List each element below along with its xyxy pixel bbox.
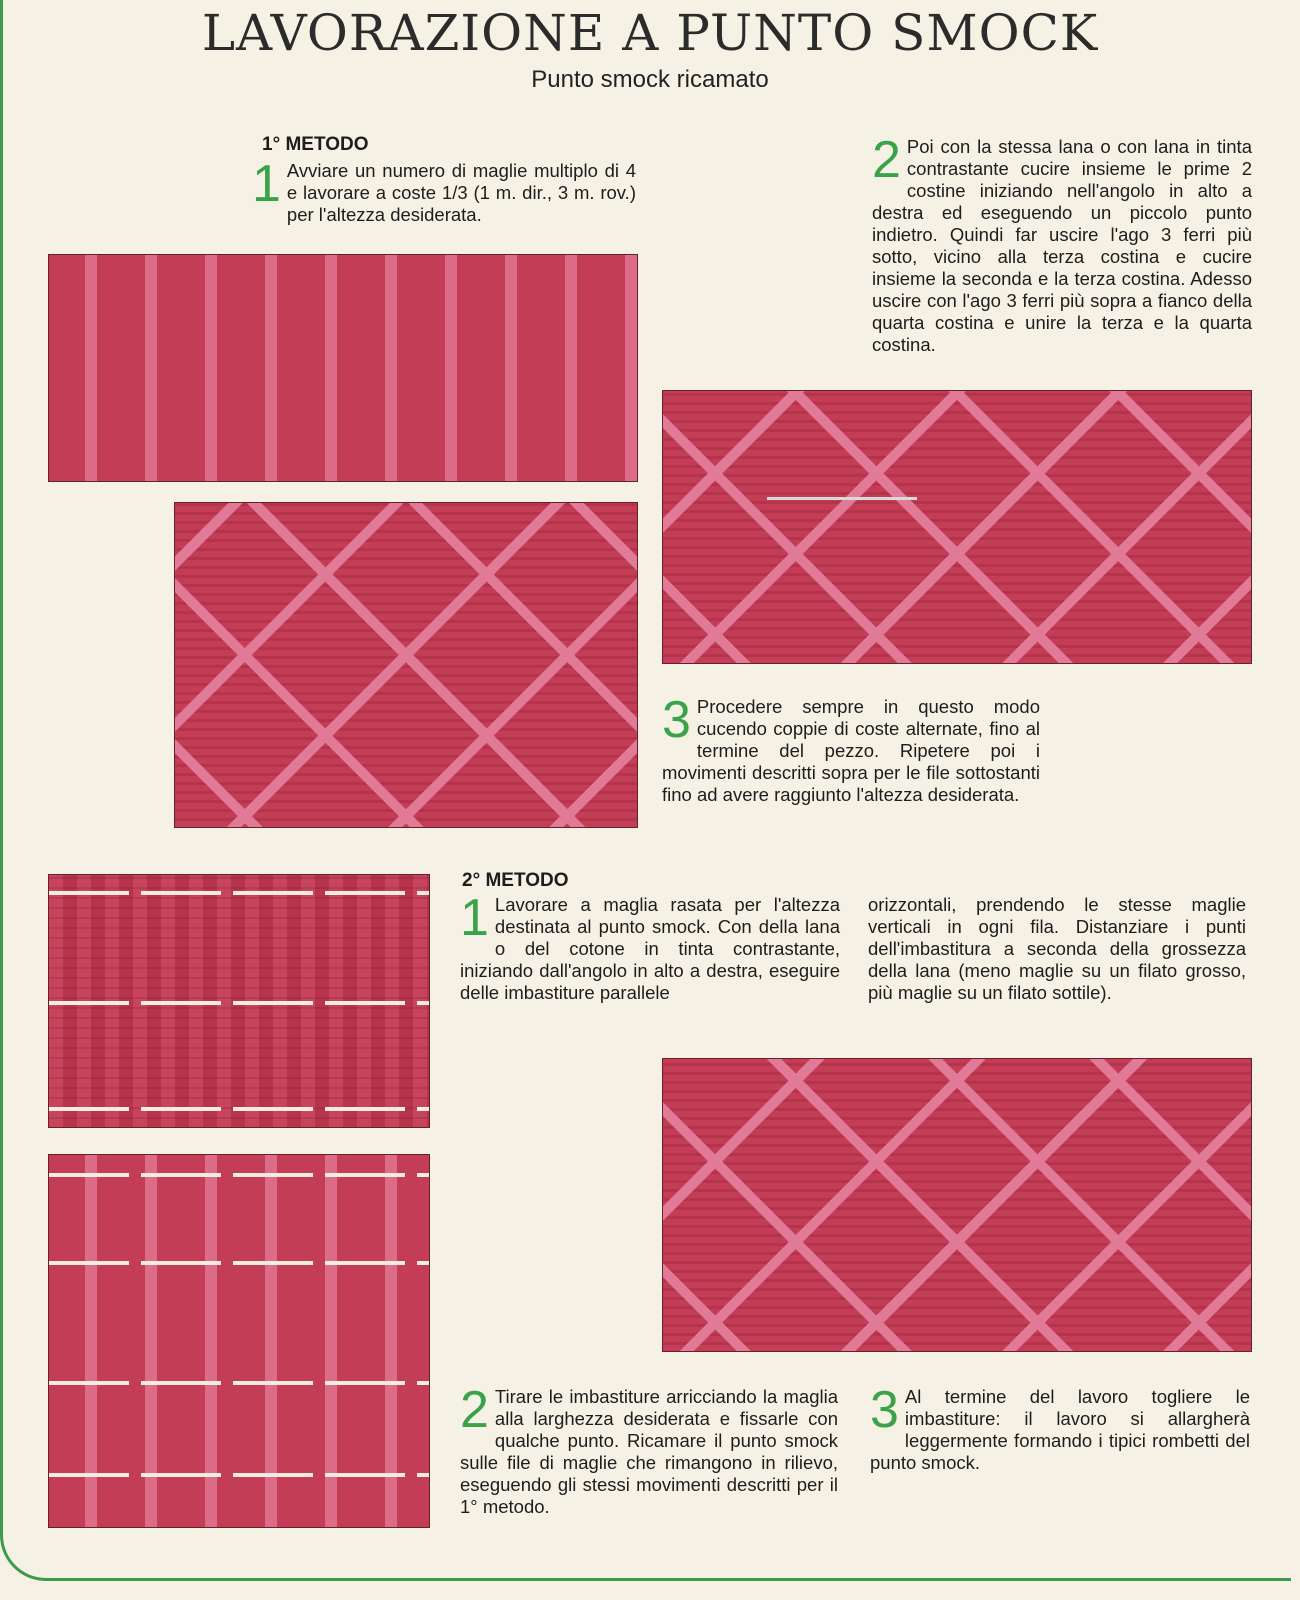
photo-gathered (48, 1154, 430, 1528)
step-number: 2 (872, 131, 901, 189)
page-title: LAVORAZIONE A PUNTO SMOCK (201, 4, 1099, 62)
method1-step2 (872, 131, 1252, 356)
step-text: Avviare un numero di maglie multiplo di 4 e lavorare a coste 1/3 (1 m. dir., 3 m. rov.) per l'altezza desiderata. (286, 160, 636, 225)
basting-line (49, 1261, 429, 1265)
method1-step1 (252, 155, 636, 226)
step-number: 2 (460, 1381, 489, 1439)
step-text: Al termine del lavoro togliere le imbastiture: il lavoro si allargherà leggermente formando i tipici rombetti del punto smock. (870, 1386, 1250, 1473)
photo-finished-smock (662, 1058, 1252, 1352)
page-subtitle: Punto smock ricamato (531, 66, 769, 93)
basting-line (49, 1107, 429, 1111)
step-number: 1 (460, 889, 489, 947)
photo-basting (48, 874, 430, 1128)
method2-heading: 2° METODO (462, 870, 569, 891)
method1-step3 (662, 691, 1040, 806)
step-text: Tirare le imbastiture arricciando la maglia alla larghezza desiderata e fissarle con qualche punto. Ricamare il punto smock sulle file di maglie che rimangono in rilievo, eseguendo gli stessi movimenti descritti per il 1° metodo. (460, 1386, 838, 1517)
basting-line (49, 1001, 429, 1005)
basting-line (49, 891, 429, 895)
method1-heading: 1° METODO (262, 134, 369, 155)
step-number: 1 (252, 155, 281, 213)
basting-line (49, 1381, 429, 1385)
basting-line (49, 1473, 429, 1477)
method2-step1 (460, 889, 840, 1004)
photo-ribbing (48, 254, 638, 482)
step-text: Lavorare a maglia rasata per l'altezza destinata al punto smock. Con della lana o del cotone in tinta contrastante, iniziando dall'angolo in alto a destra, eseguire delle imbastiture parallele (460, 894, 840, 1003)
method2-step1-cont: orizzontali, prendendo le stesse maglie verticali in ogni fila. Distanziare i punti dell'imbastitura a seconda della grossezza della lana (meno maglie su un filato grosso, più maglie su un filato sottile). (868, 894, 1246, 1003)
needle-icon (767, 497, 917, 500)
step-text: Poi con la stessa lana o con lana in tinta contrastante cucire insieme le prime 2 costine iniziando nell'angolo in alto a destra ed eseguendo un piccolo punto indietro. Quindi far uscire l'ago 3 ferri più sotto, vicino alla terza costina e cucire insieme la seconda e la terza costina. Adesso uscire con l'ago 3 ferri più sopra a fianco della quarta costina e unire la terza e la quarta costina. (872, 136, 1252, 355)
photo-stitching-ribs (662, 390, 1252, 664)
step-number: 3 (870, 1381, 899, 1439)
method2-step3 (870, 1381, 1250, 1474)
step-text: Procedere sempre in questo modo cucendo coppie di coste alternate, fino al termine del pezzo. Ripetere poi i movimenti descritti sopra per le file sottostanti fino ad avere raggiunto l'altezza desiderata. (662, 696, 1040, 805)
step-number: 3 (662, 691, 691, 749)
basting-line (49, 1173, 429, 1177)
photo-smock-result (174, 502, 638, 828)
method2-step2 (460, 1381, 838, 1518)
